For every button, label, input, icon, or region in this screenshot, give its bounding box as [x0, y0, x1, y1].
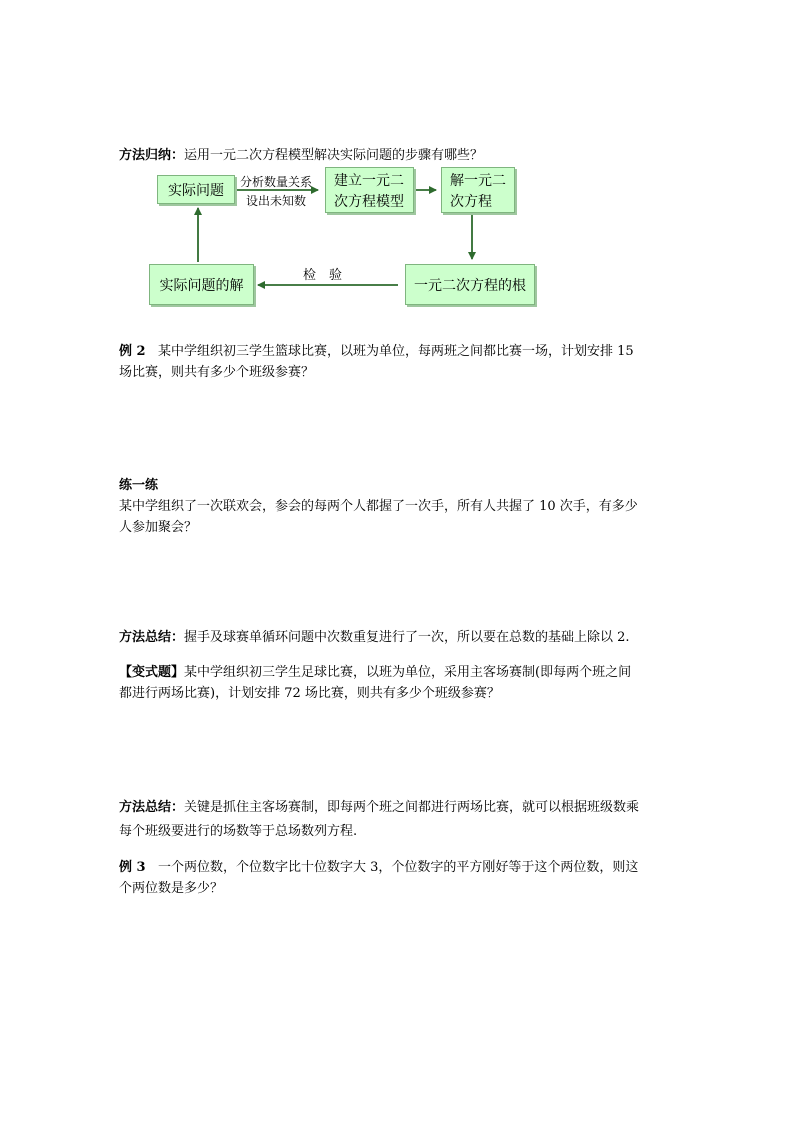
practice-line1: 某中学组织了一次联欢会，参会的每两个人都握了一次手，所有人共握了 10 次手，有多少 [119, 499, 638, 514]
box-solve-line1: 解一元二 [450, 173, 506, 189]
practice [119, 475, 679, 538]
method-summary-3-label: 方法总结： [119, 800, 185, 815]
example-3 [119, 857, 679, 899]
variant-line1 [119, 662, 679, 683]
method-summary-3-line2: 每个班级要进行的场数等于总场数列方程. [119, 824, 358, 839]
method-summary-label: 方法归纳： [119, 148, 185, 163]
variant-line2: 都进行两场比赛)，计划安排 72 场比赛，则共有多少个班级参赛？ [119, 686, 500, 701]
method-summary-text: 运用一元二次方程模型解决实际问题的步骤有哪些？ [184, 148, 484, 163]
box-build-model-line1: 建立一元二 [334, 173, 404, 189]
box-actual-problem: 实际问题 [157, 175, 235, 204]
practice-title: 练一练 [119, 478, 159, 493]
box-solve-equation [441, 167, 515, 213]
variant-text1: 某中学组织初三学生足球比赛，以班为单位，采用主客场赛制(即每两个班之间 [184, 665, 632, 680]
method-summary-3-text1: 关键是抓住主客场赛制，即每两个班之间都进行两场比赛，就可以根据班级数乘 [184, 800, 640, 815]
method-summary-3-line1 [119, 797, 679, 818]
example-3-label: 例 3 [119, 860, 146, 875]
box-build-model [325, 167, 414, 213]
method-summary-2-label: 方法总结： [119, 630, 185, 645]
example-2-line2: 场比赛，则共有多少个班级参赛？ [119, 365, 315, 380]
example-2-line1 [119, 341, 679, 362]
arrow-label-unknown: 设出未知数 [246, 194, 307, 208]
method-summary-2 [119, 627, 679, 648]
example-3-line1 [119, 857, 679, 878]
example-3-line2: 个两位数是多少？ [119, 881, 224, 896]
example-3-text1: 一个两位数，个位数字比十位数字大 3，个位数字的平方刚好等于这个两位数，则这 [157, 860, 639, 875]
box-equation-roots: 一元二次方程的根 [405, 264, 535, 305]
box-solve-line2: 次方程 [450, 194, 492, 210]
arrow-label-check: 检 验 [303, 268, 343, 283]
arrow-label-analyze: 分析数量关系 [240, 175, 313, 189]
box-actual-solution: 实际问题的解 [149, 264, 254, 305]
example-2-text1: 某中学组织初三学生篮球比赛，以班为单位，每两班之间都比赛一场，计划安排 15 [157, 344, 634, 359]
variant-question [119, 662, 679, 704]
example-2 [119, 341, 679, 383]
example-2-label: 例 2 [119, 344, 146, 359]
box-build-model-line2: 次方程模型 [334, 194, 404, 210]
method-summary-3 [119, 797, 679, 842]
method-summary-2-text: 握手及球赛单循环问题中次数重复进行了一次，所以要在总数的基础上除以 2. [184, 630, 630, 645]
variant-label: 【变式题】 [119, 665, 185, 680]
practice-line2: 人参加聚会？ [119, 520, 198, 535]
